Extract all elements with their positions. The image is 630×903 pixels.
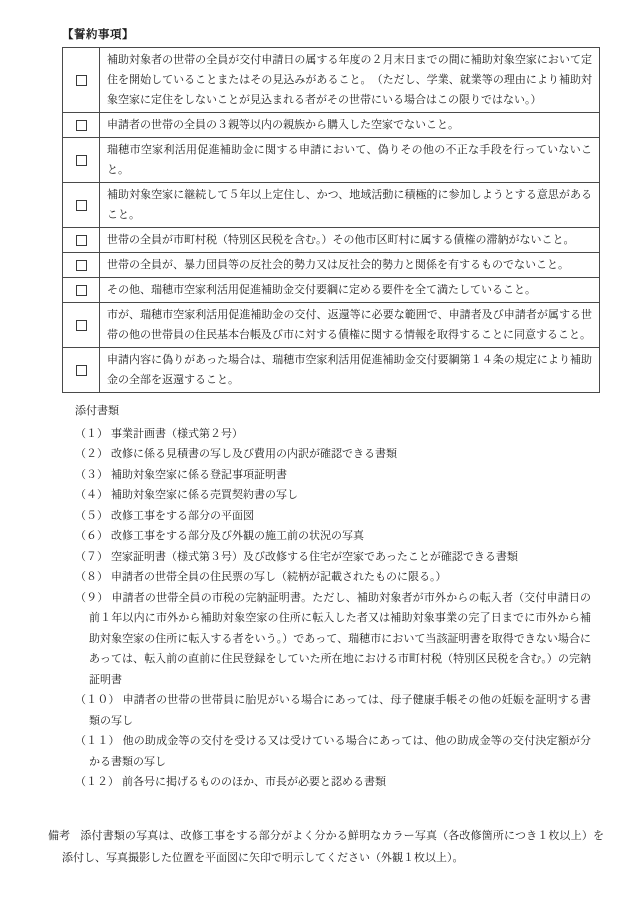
attachment-text: 補助対象空家に係る売買契約書の写し xyxy=(111,489,298,501)
pledge-row xyxy=(63,138,600,183)
pledge-item-text: その他、瑞穂市空家利活用促進補助金交付要綱に定める要件を全て満たしていること。 xyxy=(100,278,600,303)
remarks-paragraph xyxy=(48,826,604,869)
attachment-marker: （１） xyxy=(75,427,108,440)
pledge-checkbox-8[interactable] xyxy=(76,320,87,331)
attachments-title: 添付書類 xyxy=(75,405,119,417)
remarks-text: 添付書類の写真は、改修工事をする部分がよく分かる鮮明なカラー写真（各改修箇所につき１枚以上）を添付し、写真撮影した位置を平面図に矢印で明示してください（外観１枚以上）。 xyxy=(62,830,605,864)
attachment-text: 空家証明書（様式第３号）及び改修する住宅が空家であったことが確認できる書類 xyxy=(111,550,518,563)
attachment-marker: （８） xyxy=(75,571,108,583)
attachment-item xyxy=(75,588,591,691)
pledge-checkbox-4[interactable] xyxy=(76,200,87,211)
pledge-row xyxy=(63,303,600,348)
checkbox-cell xyxy=(63,113,100,138)
attachment-item xyxy=(75,547,591,568)
checkbox-cell xyxy=(63,228,100,253)
attachment-item xyxy=(75,690,591,731)
pledge-item-text: 補助対象空家に継続して５年以上定住し、かつ、地域活動に積極的に参加しようとする意思があること。 xyxy=(100,183,600,228)
attachment-text: 改修工事をする部分及び外観の施工前の状況の写真 xyxy=(111,530,364,542)
attachments-section xyxy=(75,401,591,793)
attachment-marker: （１２） xyxy=(75,776,119,788)
attachment-marker: （７） xyxy=(75,550,108,563)
pledge-item-text: 世帯の全員が市町村税（特別区民税を含む。）その他市区町村に属する債権の滞納がないこと。 xyxy=(100,228,600,253)
attachment-item xyxy=(75,567,591,588)
attachment-item xyxy=(75,485,591,506)
pledge-row xyxy=(63,113,600,138)
attachment-text: 申請者の世帯の世帯員に胎児がいる場合にあっては、母子健康手帳その他の妊娠を証明する書類の写し xyxy=(89,694,592,727)
attachment-item xyxy=(75,731,591,772)
pledge-table xyxy=(62,47,600,393)
attachment-text: 事業計画書（様式第２号） xyxy=(111,427,243,440)
pledge-checkbox-9[interactable] xyxy=(76,365,87,376)
pledge-checkbox-6[interactable] xyxy=(76,260,87,271)
attachment-item xyxy=(75,465,591,486)
attachment-item xyxy=(75,444,591,465)
attachment-item xyxy=(75,526,591,547)
attachment-text: 申請者の世帯全員の住民票の写し（続柄が記載されたものに限る。） xyxy=(111,571,447,583)
pledge-row xyxy=(63,228,600,253)
pledge-item-text: 市が、瑞穂市空家利活用促進補助金の交付、返還等に必要な範囲で、申請者及び申請者が属する世帯の他の世帯員の住民基本台帳及び市に対する債権に関する情報を取得することに同意すること。 xyxy=(100,303,600,348)
pledge-checkbox-2[interactable] xyxy=(76,120,87,131)
attachment-marker: （４） xyxy=(75,489,108,501)
attachment-marker: （６） xyxy=(75,530,108,542)
pledge-item-text: 補助対象者の世帯の全員が交付申請日の属する年度の２月末日までの間に補助対象空家において定住を開始していることまたはその見込みがあること。 （ただし、学業、就業等の理由により補助対象空家に定住をしないことが見込まれる者がその世帯にいる場合はこの限りではない。） xyxy=(100,48,600,113)
attachment-text: 他の助成金等の交付を受ける又は受けている場合にあっては、他の助成金等の交付決定額が分かる書類の写し xyxy=(89,735,592,768)
pledge-section-title: 【誓約事項】 xyxy=(62,29,134,41)
pledge-item-text: 世帯の全員が、暴力団員等の反社会的勢力又は反社会的勢力と関係を有するものでないこと。 xyxy=(100,253,600,278)
attachment-text: 申請者の世帯全員の市税の完納証明書。ただし、補助対象者が市外からの転入者（交付申請日の前１年以内に市外から補助対象空家の住所に転入した者又は補助対象事業の完了日までに市外から補助対象空家の住所に転入する者をいう。）であって、瑞穂市において当該証明書を取得できない場合にあっては、転入前の直前に住民登録をしていた所在地における市町村税（特別区民税を含む。）の完納証明書 xyxy=(89,591,591,686)
attachment-item xyxy=(75,424,591,445)
pledge-row xyxy=(63,183,600,228)
attachment-marker: （９） xyxy=(75,591,109,604)
attachment-text: 補助対象空家に係る登記事項証明書 xyxy=(111,468,287,481)
checkbox-cell xyxy=(63,303,100,348)
attachment-marker: （１０） xyxy=(75,694,120,706)
pledge-row xyxy=(63,278,600,303)
pledge-row xyxy=(63,253,600,278)
checkbox-cell xyxy=(63,48,100,113)
attachment-marker: （５） xyxy=(75,509,108,522)
attachment-text: 前各号に掲げるもののほか、市長が必要と認める書類 xyxy=(122,776,386,788)
pledge-row xyxy=(63,48,600,113)
attachment-text: 改修工事をする部分の平面図 xyxy=(111,509,254,522)
attachment-marker: （１１） xyxy=(75,735,120,747)
pledge-checkbox-1[interactable] xyxy=(76,75,87,86)
attachment-item xyxy=(75,772,591,793)
pledge-item-text: 申請者の世帯の全員の３親等以内の親族から購入した空家でないこと。 xyxy=(100,113,600,138)
checkbox-cell xyxy=(63,348,100,393)
checkbox-cell xyxy=(63,253,100,278)
checkbox-cell xyxy=(63,278,100,303)
attachment-marker: （２） xyxy=(75,448,108,460)
pledge-checkbox-7[interactable] xyxy=(76,285,87,296)
attachment-text: 改修に係る見積書の写し及び費用の内訳が確認できる書類 xyxy=(111,448,397,460)
attachment-item xyxy=(75,506,591,527)
checkbox-cell xyxy=(63,138,100,183)
pledge-row xyxy=(63,348,600,393)
checkbox-cell xyxy=(63,183,100,228)
attachment-marker: （３） xyxy=(75,468,108,481)
remarks-label: 備考 xyxy=(48,830,71,842)
pledge-item-text: 瑞穂市空家利活用促進補助金に関する申請において、偽りその他の不正な手段を行っていないこと。 xyxy=(100,138,600,183)
pledge-checkbox-5[interactable] xyxy=(76,235,87,246)
pledge-item-text: 申請内容に偽りがあった場合は、瑞穂市空家利活用促進補助金交付要綱第１４条の規定により補助金の全部を返還すること。 xyxy=(100,348,600,393)
pledge-checkbox-3[interactable] xyxy=(76,155,87,166)
